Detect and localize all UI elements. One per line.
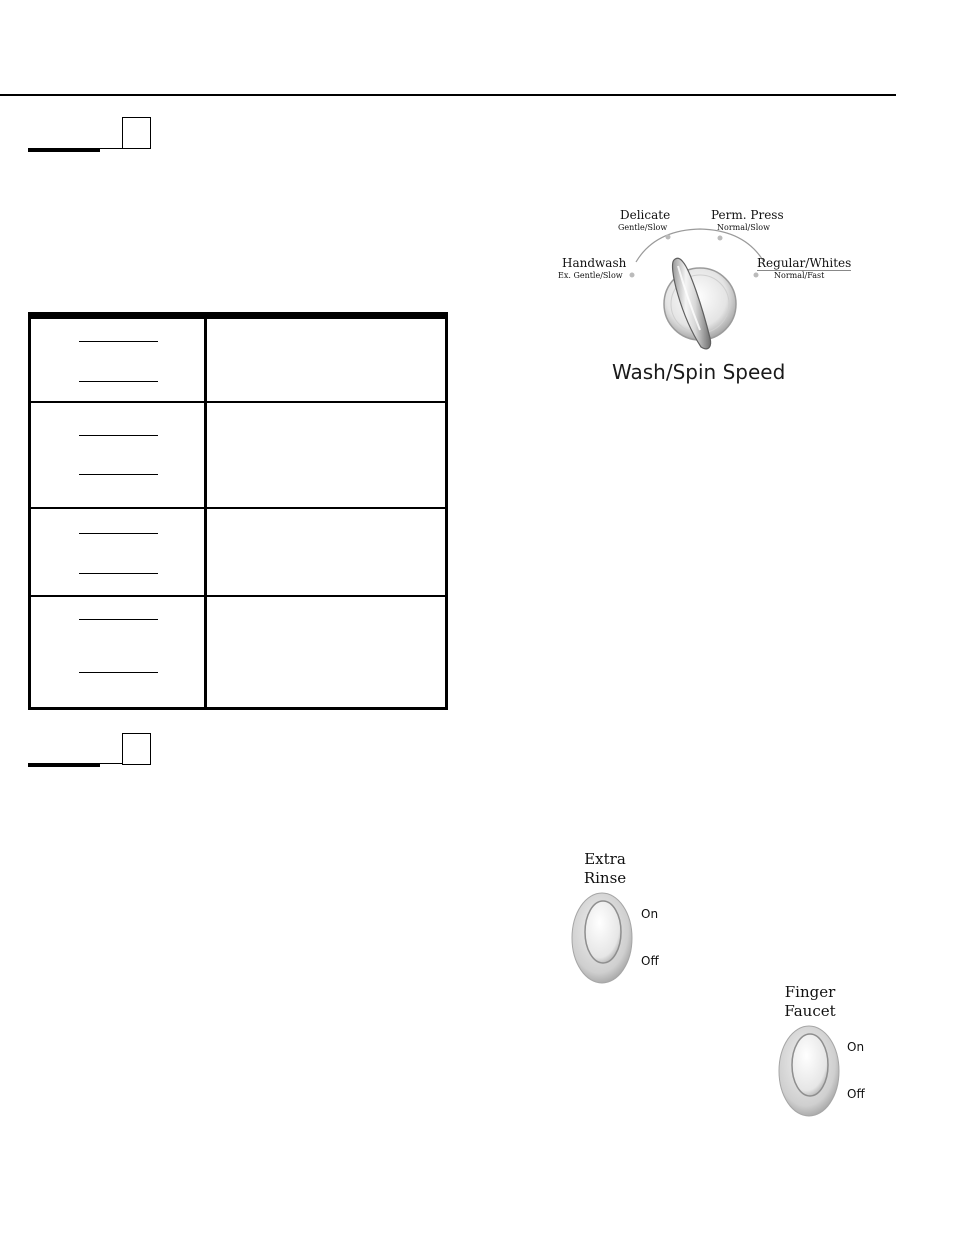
dial-dot [754, 273, 759, 278]
dial-label-regular-whites: Regular/Whites [757, 256, 852, 270]
finger-faucet-label-line1: Finger [784, 983, 836, 1001]
dial-label-delicate: Delicate [620, 208, 671, 222]
finger-faucet-button[interactable] [773, 1021, 853, 1121]
finger-faucet-on-label: On [847, 1040, 865, 1054]
extra-rinse-on-label: On [641, 907, 659, 921]
dial-label-handwash: Handwash [562, 256, 627, 270]
extra-rinse-label-line1: Extra [584, 850, 626, 868]
dial-dot [666, 235, 671, 240]
dial-sublabel-delicate: Gentle/Slow [618, 223, 668, 232]
dial-dot [718, 236, 723, 241]
extra-rinse-label [574, 850, 636, 888]
dial-sublabel-regular-whites: Normal/Fast [774, 271, 825, 280]
extra-rinse-button[interactable] [566, 888, 646, 988]
finger-faucet-off-label: Off [847, 1087, 865, 1101]
dial-dot [630, 273, 635, 278]
extra-rinse-label-line2: Rinse [583, 869, 627, 887]
extra-rinse-off-label: Off [641, 954, 659, 968]
dial-title: Wash/Spin Speed [612, 360, 786, 384]
dial-label-perm-press: Perm. Press [711, 208, 784, 222]
dial-sublabel-perm-press: Normal/Slow [717, 223, 770, 232]
finger-faucet-label [778, 983, 842, 1021]
dial-arc [636, 229, 764, 262]
finger-faucet-label-line2: Faucet [784, 1002, 836, 1020]
dial-sublabel-handwash: Ex. Gentle/Slow [558, 271, 623, 280]
